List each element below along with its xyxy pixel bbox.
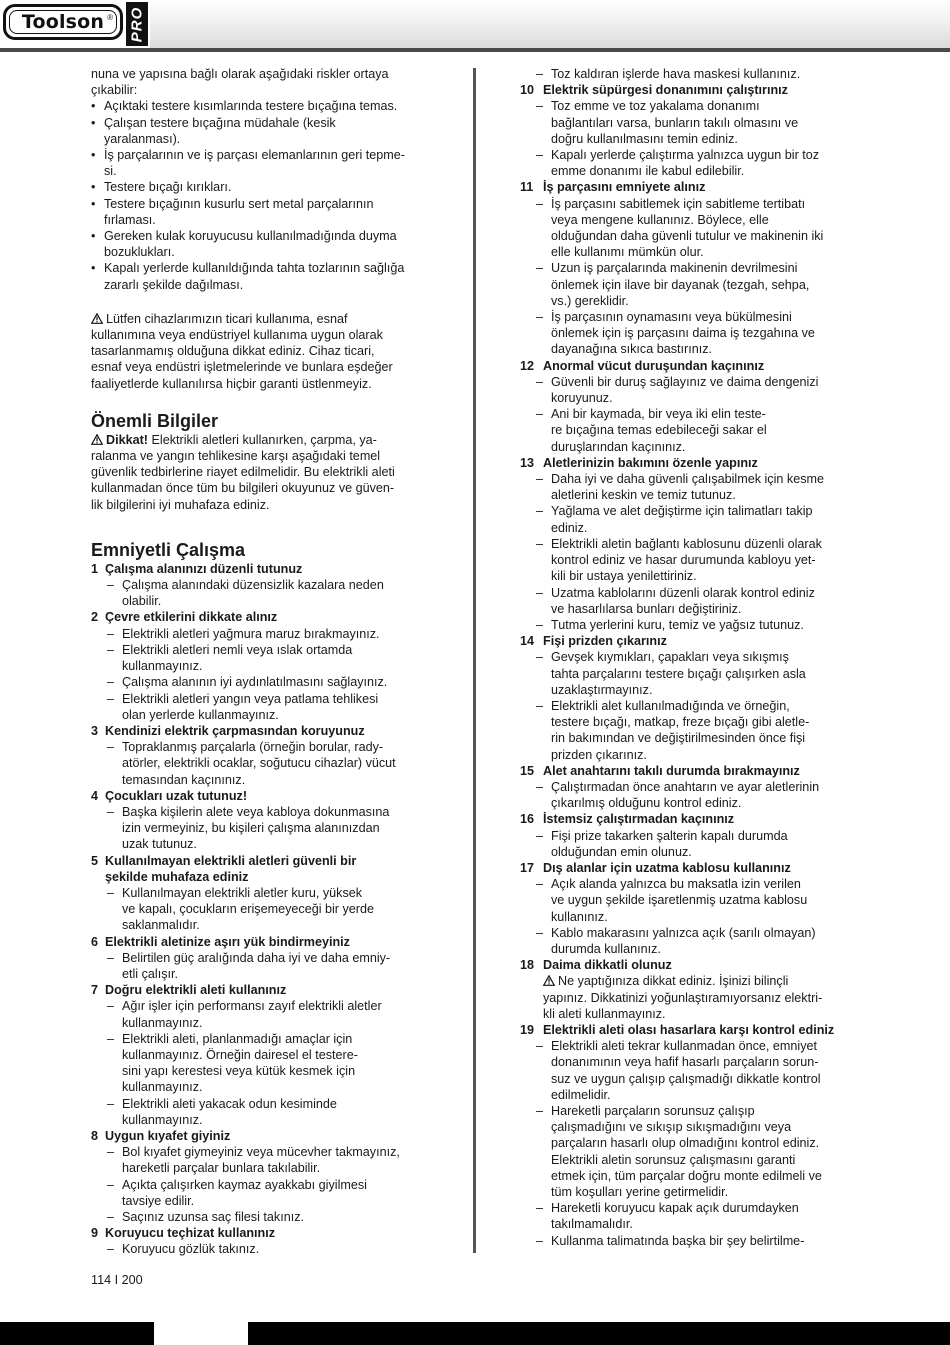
dash-item [91, 804, 431, 853]
text-line: Daima dikkatli olunuz [543, 958, 672, 973]
text-line: Dikkat! Elektrikli aletleri kullanırken, çarpma, ya- [91, 432, 431, 448]
text-line: prizden çıkarınız. [551, 747, 647, 762]
text-line: re bıçağına temas edebileceği sakar el [551, 423, 767, 438]
text-line: önlemek için iş parçasını daima iş tezgahına ve [551, 326, 815, 341]
text-line: Anormal vücut duruşundan kaçınınız [543, 358, 765, 373]
text-line: – Toz emme ve toz yakalama donanımı [551, 99, 760, 114]
text-line: Kendinizi elektrik çarpmasından koruyunuz [105, 723, 365, 738]
text-line: saklanmalıdır. [122, 918, 200, 933]
text-line: rin bakımından ve değiştirilmesinden önce fişi [551, 731, 806, 746]
important-info-text [91, 432, 431, 513]
dash-item [520, 585, 865, 617]
text-line: – Yağlama ve alet değiştirme için talimatları takip [551, 504, 813, 519]
dash-item [520, 98, 865, 147]
text-line: • Gereken kulak koruyucusu kullanılmadığında duyma [104, 229, 397, 244]
safety-section-9 [91, 1225, 431, 1257]
text-line: donanımının veya hafif hasarlı parçaların sorun- [551, 1055, 819, 1070]
text-line: Fişi prizden çıkarınız [543, 634, 667, 649]
section-title [520, 179, 865, 195]
dash-item [520, 779, 865, 811]
text-line: olan yerlerde kullanmayınız. [122, 707, 279, 722]
text-line: – Ani bir kaymada, bir veya iki elin teste- [551, 407, 766, 422]
safety-section-15 [520, 763, 865, 812]
text-line: – İş parçasını sabitlemek için sabitleme tertibatı [551, 196, 806, 211]
section-number: 12 [520, 358, 535, 373]
text-line: veya mengene kullanınız. Böylece, elle [551, 212, 769, 227]
section-note [520, 973, 865, 1022]
section-number: 8 [91, 1128, 99, 1143]
text-line: tavsiye edilir. [122, 1193, 195, 1208]
safety-section-4 [91, 788, 431, 853]
heading-important-info: Önemli Bilgiler [91, 410, 219, 431]
text-line: nuna ve yapısına bağlı olarak aşağıdaki riskler ortaya [91, 67, 389, 81]
risk-item [91, 260, 431, 292]
section-title [520, 455, 865, 471]
text-line: emme donanımı ile kabul edilebilir. [551, 164, 745, 179]
text-line: faaliyetlerde kullanılırsa hiçbir garanti üstlenmeyiz. [91, 376, 372, 391]
safety-section-1 [91, 561, 431, 610]
note-text: Ne yaptığınıza dikkat ediniz. İşinizi bilinçli [558, 974, 789, 989]
section-title [91, 853, 431, 885]
toolson-logo [3, 4, 123, 40]
dash-item [91, 642, 431, 674]
text-line: Koruyucu teçhizat kullanınız [105, 1226, 276, 1241]
text-line: güvenlik tedbirlerine riayet edilmelidir. Bu elektrikli aleti [91, 465, 395, 480]
section-number: 6 [91, 934, 99, 949]
safety-section-6 [91, 934, 431, 983]
dash-item [520, 1103, 865, 1200]
warning-icon [91, 434, 103, 445]
text-line: kili bir ustaya yenilettiriniz. [551, 569, 697, 584]
text-line: – Kullanma talimatında başka bir şey belirtilme- [551, 1233, 805, 1248]
text-line: aletlerini keskin ve temiz tutunuz. [551, 488, 736, 503]
text-line: lik bilgilerini iyi muhafaza ediniz. [91, 497, 270, 512]
section-number: 16 [520, 812, 535, 827]
text-line: Doğru elektrikli aleti kullanınız [105, 983, 287, 998]
text-line: şekilde muhafaza ediniz [105, 869, 249, 884]
dash-item [91, 1241, 431, 1257]
text-line: duruşlarından kaçınınız. [551, 439, 686, 454]
dash-item [520, 649, 865, 698]
text-line: fırlaması. [104, 212, 156, 227]
section-title [520, 633, 865, 649]
text-line: vs.) gereklidir. [551, 293, 629, 308]
safety-section-16 [520, 811, 865, 860]
text-line: sini yapı kerestesi veya kütük kesmek için [122, 1064, 356, 1079]
dash-item [520, 698, 865, 763]
left-column [91, 66, 431, 1258]
safety-section-17 [520, 860, 865, 957]
header-band [150, 0, 950, 50]
text-line: etli çalışır. [122, 966, 178, 981]
heading-safe-work: Emniyetli Çalışma [91, 539, 246, 560]
text-line: kullanmadan önce tüm bu bilgileri okuyunuz ve güven- [91, 481, 395, 496]
text-line [543, 990, 865, 1006]
dash-item [91, 626, 431, 642]
text-line: koruyunuz. [551, 391, 613, 406]
safety-section-12 [520, 358, 865, 455]
safety-section-5 [91, 853, 431, 934]
text-line: – Açıkta çalışırken kaymaz ayakkabı giyilmesi [122, 1177, 367, 1192]
warning-icon [91, 313, 103, 324]
text-line: – Başka kişilerin alete veya kabloya dokunmasına [122, 804, 390, 819]
dash-item [91, 1144, 431, 1176]
dash-item [91, 1209, 431, 1225]
text-line: – Koruyucu gözlük takınız. [122, 1242, 260, 1257]
text-line: kullanımına veya endüstriyel kullanıma uygun olarak [91, 328, 383, 343]
text-line: – Elektrikli aleti tekrar kullanmadan önce, emniyet [551, 1039, 817, 1054]
dash-item [520, 147, 865, 179]
text-line: kullanmayınız. [122, 1080, 203, 1095]
safety-section-14 [520, 633, 865, 763]
text-line: – Elektrikli alet kullanılmadığında ve örneğin, [551, 698, 790, 713]
text-line: – Elektrikli aleti, planlanmadığı amaçlar için [122, 1031, 353, 1046]
section-title [91, 561, 431, 577]
dash-item [520, 1200, 865, 1232]
dash-item [91, 998, 431, 1030]
text-line: – Uzatma kablolarını düzenli olarak kontrol ediniz [551, 585, 815, 600]
text-line: uzaklaştırmayınız. [551, 682, 653, 697]
footer-bar-left [0, 1322, 154, 1345]
text-line: izin vermeyiniz, bu kişileri çalışma alanınızdan [122, 821, 380, 836]
footer-bar-right [248, 1322, 950, 1345]
text-line: • İş parçalarının ve iş parçası elemanlarının geri tepme- [104, 148, 405, 163]
text-line: uzak tutunuz. [122, 837, 197, 852]
text-line: Kullanılmayan elektrikli aletleri güvenli bir [105, 853, 357, 868]
text-line: – Tutma yerlerini kuru, temiz ve yağsız tutunuz. [551, 617, 804, 632]
text-line: – Çalıştırmadan önce anahtarın ve ayar aletlerinin [551, 779, 820, 794]
section-number: 14 [520, 634, 535, 649]
dash-item [520, 536, 865, 585]
text-line: Alet anahtarını takılı durumda bırakmayınız [543, 763, 800, 778]
risk-list [91, 98, 431, 292]
section-number: 3 [91, 723, 99, 738]
dash-item [91, 885, 431, 934]
text-line: parçaların hasarlı olup olmadığını kontrol ediniz. [551, 1136, 820, 1151]
text-line: – Çalışma alanındaki düzensizlik kazalara neden [122, 578, 384, 593]
text-line: kullanınız. [551, 909, 608, 924]
risk-item [91, 98, 431, 114]
text-line: – Elektrikli aletleri nemli veya ıslak ortamda [122, 642, 353, 657]
text-line: kullanmayınız. Örneğin dairesel el testere- [122, 1047, 358, 1062]
section-title [91, 934, 431, 950]
text-line: – Saçınız uzunsa saç filesi takınız. [122, 1210, 304, 1224]
pro-badge [126, 2, 148, 46]
text-line: Uygun kıyafet giyiniz [105, 1128, 231, 1143]
dash-item [91, 1177, 431, 1209]
text-line: durumda kullanınız. [551, 941, 661, 956]
dash-item [520, 309, 865, 358]
text-line: – Bol kıyafet giymeyiniz veya mücevher takmayınız, [122, 1145, 400, 1160]
text-line: Çevre etkilerini dikkate alınız [105, 610, 278, 625]
text-line: hareketli parçalar bunlara takılabilir. [122, 1161, 321, 1176]
text-line: – İş parçasının oynamasını veya bükülmesini [551, 310, 792, 325]
text-line: Lütfen cihazlarımızın ticari kullanıma, esnaf [91, 311, 431, 327]
note-text: kli aleti kullanmayınız. [543, 1006, 666, 1021]
section-number: 1 [91, 561, 99, 576]
dash-item [520, 260, 865, 309]
text-line: dayanağına sıkıca bastırınız. [551, 342, 713, 357]
text-line: temasından kaçınınız. [122, 772, 246, 787]
risk-item [91, 228, 431, 260]
section-title [520, 860, 865, 876]
section-title [91, 1225, 431, 1241]
section-title [91, 982, 431, 998]
text-line: – Belirtilen güç aralığında daha iyi ve daha emniy- [122, 950, 391, 965]
text-line: – Güvenli bir duruş sağlayınız ve daima dengenizi [551, 374, 819, 389]
text-line: kullanmayınız. [122, 1015, 203, 1030]
text-line: – Elektrikli aletleri yağmura maruz bırakmayınız. [122, 626, 380, 641]
safety-section-3 [91, 723, 431, 788]
text-line: elle kullanımı mümkün olur. [551, 245, 704, 260]
text-line: – Topraklanmış parçalarla (örneğin borular, rady- [122, 740, 384, 755]
dash-item [520, 374, 865, 406]
text-line: – Daha iyi ve daha güvenli çalışabilmek için kesme [551, 472, 824, 487]
text-line: – Hareketli koruyucu kapak açık durumdayken [551, 1201, 799, 1216]
safety-section-19 [520, 1022, 865, 1249]
text-line [543, 973, 865, 989]
dash-item [520, 617, 865, 633]
intro-text [91, 66, 431, 98]
text-line: olduğundan emin olunuz. [551, 844, 692, 859]
dash-item [91, 674, 431, 690]
text-line: • Açıktaki testere kısımlarında testere bıçağına temas. [104, 99, 398, 114]
risk-item [91, 115, 431, 147]
section-number: 5 [91, 853, 99, 868]
text-line: – Kapalı yerlerde çalıştırma yalnızca uygun bir toz [551, 148, 820, 163]
section-title [520, 1022, 865, 1038]
registered-mark: ® [107, 13, 113, 22]
header-rule [0, 48, 950, 52]
text-line: edilmelidir. [551, 1087, 611, 1102]
text-line: kullanmayınız. [122, 1112, 203, 1127]
text-line: çıkabilir: [91, 83, 138, 98]
text-line: çalışmadığını ve sıkışıp sıkışmadığını veya [551, 1120, 792, 1135]
dash-item [520, 1233, 865, 1249]
text-line: çıkarılmış olduğunu kontrol ediniz. [551, 796, 742, 811]
text-line: İş parçasını emniyete alınız [543, 180, 706, 195]
dash-item [520, 471, 865, 503]
text-line: ralanma ve yangın tehlikesine karşı aşağıdaki temel [91, 449, 381, 464]
text-line: Elektrikli aletin sorunsuz çalışmasını garanti [551, 1152, 796, 1167]
text-line: olabilir. [122, 594, 162, 609]
dash-item [91, 691, 431, 723]
text-line: Elektrik süpürgesi donanımını çalıştırınız [543, 83, 788, 98]
dash-item [520, 876, 865, 925]
section-number: 18 [520, 958, 535, 973]
text-line: Çocukları uzak tutunuz! [105, 788, 248, 803]
text-line: olduğundan daha güvenli tutulur ve makinenin iki [551, 229, 824, 244]
section-number: 11 [520, 180, 534, 195]
dash-item [91, 1031, 431, 1096]
text-line: – Fişi prize takarken şalterin kapalı durumda [551, 828, 788, 843]
text-line: takılmamalıdır. [551, 1217, 633, 1232]
text-line: • Kapalı yerlerde kullanıldığında tahta tozlarının sağlığa [104, 261, 405, 276]
text-line: tasarlanmamış olduğuna dikkat ediniz. Cihaz ticari, [91, 344, 375, 359]
page-number: 114 I 200 [91, 1273, 143, 1287]
safety-sections-left [91, 561, 431, 1258]
section-title [520, 957, 865, 973]
section-number: 4 [91, 788, 99, 803]
dash-item [91, 577, 431, 609]
logo-frame [9, 10, 117, 34]
dash-item [520, 925, 865, 957]
safety-section-11 [520, 179, 865, 357]
text-line: – Kablo makarasını yalnızca açık (sarılı olmayan) [551, 925, 816, 940]
risk-item [91, 179, 431, 195]
continued-item: – Toz kaldıran işlerde hava maskesi kullanınız. [520, 66, 865, 82]
text-line: – Hareketli parçaların sorunsuz çalışıp [551, 1104, 755, 1118]
text-line: • Testere bıçağı kırıkları. [104, 180, 232, 195]
text-line: esnaf veya endüstri işletmelerinde ve bunlara eşdeğer [91, 360, 393, 375]
text-line: doğru kullanılmasını temin ediniz. [551, 131, 738, 146]
text-line: – Kullanılmayan elektrikli aletler kuru, yüksek [122, 885, 363, 900]
text-line: ve kapalı, çocukların erişemeyeceği bir yerde [122, 902, 374, 917]
text-line: önlemek için ilave bir dayanak (tezgah, sehpa, [551, 277, 810, 292]
section-title [520, 763, 865, 779]
section-title [91, 1128, 431, 1144]
section-title [520, 358, 865, 374]
text-line: atörler, elektrikli ocaklar, soğutucu cihazlar) vücut [122, 756, 396, 771]
text-line: • Çalışan testere bıçağına müdahale (kesik [104, 115, 336, 130]
text-line: suz ve uygun çalışıp çalışmadığı dikkatle kontrol [551, 1071, 821, 1086]
dash-item [520, 828, 865, 860]
dash-item [520, 196, 865, 261]
section-number: 2 [91, 610, 99, 625]
text-line: kontrol ediniz ve hasar durumunda kabloyu yet- [551, 553, 816, 568]
text-line: si. [104, 164, 117, 179]
text-line: Aletlerinizin bakımını özenle yapınız [543, 455, 758, 470]
section-number: 7 [91, 983, 99, 998]
note-text: yapınız. Dikkatinizi yoğunlaştıramıyorsanız elektri- [543, 990, 823, 1005]
text-line [543, 1006, 865, 1022]
text-line: yaralanması). [104, 131, 181, 146]
text-line: kullanmayınız. [122, 659, 203, 674]
section-title [520, 82, 865, 98]
warning-icon [543, 975, 555, 986]
text-line: etmek için, tüm parçalar doğru monte edilmeli ve [551, 1168, 822, 1183]
column-divider [473, 68, 476, 1253]
text-line: bağlantıları varsa, bunların takılı olmasını ve [551, 115, 799, 130]
dash-item [520, 503, 865, 535]
safety-section-2 [91, 609, 431, 722]
safety-sections-right [520, 82, 865, 1249]
section-title [91, 723, 431, 739]
text-line: ediniz. [551, 520, 588, 535]
text-line: Elektrikli aleti olası hasarlara karşı kontrol ediniz [543, 1022, 835, 1037]
section-number: 15 [520, 763, 535, 778]
text-line: Elektrikli aletinize aşırı yük bindirmeyiniz [105, 934, 350, 949]
dash-item [520, 406, 865, 455]
text-line: testere bıçağı, matkap, freze bıçağı gibi aletle- [551, 715, 810, 730]
text-line: ve uygun şekilde işaretlenmiş uzatma kablosu [551, 893, 808, 908]
text-line: – Çalışma alanının iyi aydınlatılmasını sağlayınız. [122, 675, 388, 690]
commercial-use-notice [91, 311, 431, 392]
dash-item [520, 1038, 865, 1103]
text-line: zararlı şekilde dağılması. [104, 277, 244, 292]
pro-badge-text: PRO [128, 6, 146, 42]
section-title [91, 788, 431, 804]
caution-label: Dikkat! [106, 432, 148, 447]
text-line: – Elektrikli aletleri yangın veya patlama tehlikesi [122, 691, 379, 706]
safety-section-7 [91, 982, 431, 1128]
text-line: Dış alanlar için uzatma kablosu kullanınız [543, 860, 791, 875]
text-line: tüm koşulları yerine getirmelidir. [551, 1185, 729, 1200]
section-number: 17 [520, 860, 535, 875]
section-title [520, 811, 865, 827]
section-title [91, 609, 431, 625]
text-line: – Uzun iş parçalarında makinenin devrilmesini [551, 261, 798, 276]
risk-item [91, 147, 431, 179]
section-number: 10 [520, 83, 535, 98]
risk-item [91, 196, 431, 228]
text-line: – Ağır işler için performansı zayıf elektrikli aletler [122, 999, 382, 1014]
text-line: – Elektrikli aletin bağlantı kablosunu düzenli olarak [551, 536, 822, 551]
safety-section-18 [520, 957, 865, 1022]
text-line: ve hasarlılarsa bunları değiştiriniz. [551, 601, 742, 616]
logo-text: Toolson [21, 11, 105, 33]
dash-item [91, 739, 431, 788]
page-header [0, 0, 950, 50]
dash-item [91, 1096, 431, 1128]
text-line: – Elektrikli aleti yakacak odun kesiminde [122, 1096, 337, 1111]
safety-section-13 [520, 455, 865, 633]
text-line: tahta parçalarını testere bıçağı çalışırken asla [551, 666, 806, 681]
text-line: bozuklukları. [104, 245, 175, 260]
text-line: – Açık alanda yalnızca bu maksatla izin verilen [551, 877, 801, 892]
safety-section-8 [91, 1128, 431, 1225]
text-line: İstemsiz çalıştırmadan kaçınınız [543, 812, 735, 827]
section-number: 13 [520, 455, 535, 470]
text-line: – Gevşek kıymıkları, çapakları veya sıkışmış [551, 650, 789, 665]
right-column [520, 66, 865, 1249]
safety-section-10 [520, 82, 865, 179]
section-number: 19 [520, 1022, 535, 1037]
text-line: • Testere bıçağının kusurlu sert metal parçalarının [104, 196, 374, 211]
section-number: 9 [91, 1226, 99, 1241]
text-line: Çalışma alanınızı düzenli tutunuz [105, 561, 303, 576]
dash-item [91, 950, 431, 982]
